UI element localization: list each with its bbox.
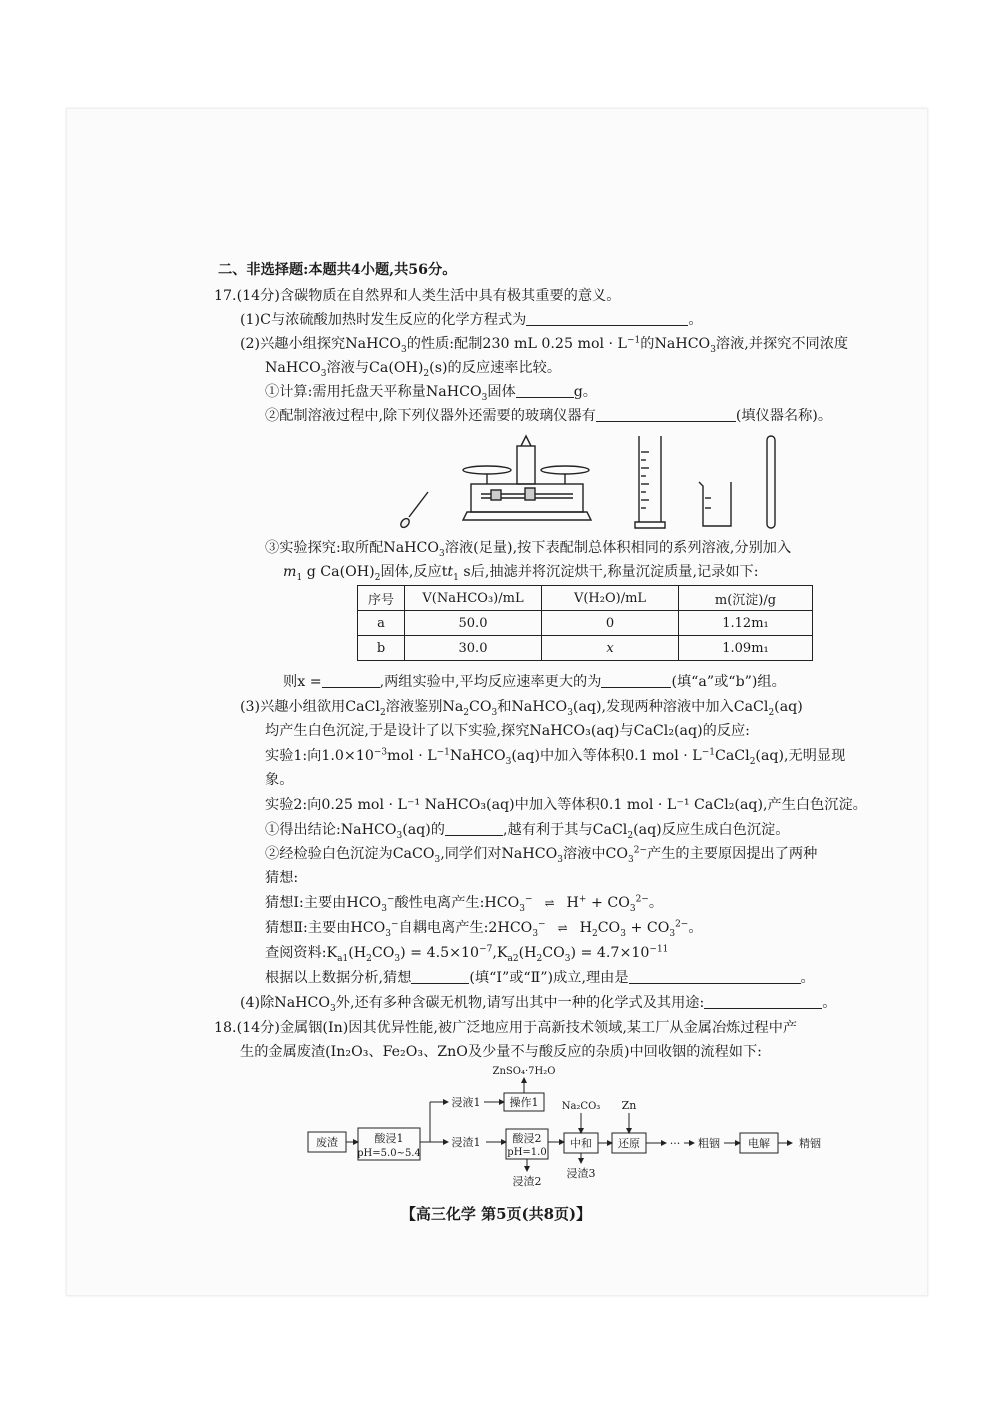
q17-part2-line1: (2)兴趣小组探究NaHCO$_3$的性质:配制230 mL 0.25 mol · $L^{-1}$的NaHCO$_3$溶液,并探究不同浓度 xyxy=(240,335,849,355)
flow-na2co3: Na₂CO₃ xyxy=(561,1101,601,1112)
q17-exp2: 实验2:向0.25 mol · L⁻¹ NaHCO₃(aq)中加入等体积0.1 mol · L⁻¹ CaCl₂(aq),产生白色沉淀。 xyxy=(265,797,867,813)
flow-op1: 操作1 xyxy=(509,1096,539,1109)
q17-exp1: 实验1:向$1.0\times 10^{-3}mol$ · $L^{-1}NaHCO_3(aq)$中加入等体积0.1 mol · $L^{-1}CaCl_2(aq)$,无明显现 xyxy=(265,747,846,767)
equilibrium-arrow-icon: ⇌ xyxy=(544,896,555,910)
table-header-row xyxy=(358,586,813,611)
apparatus-figure xyxy=(395,432,795,532)
flow-crude: 粗铟 xyxy=(698,1137,720,1150)
table-header: 序号 xyxy=(358,586,405,611)
q17-part1: (1)C与浓硫酸加热时发生反应的化学方程式为 。 xyxy=(240,312,703,328)
flow-neutralize: 中和 xyxy=(570,1137,592,1150)
graduated-cylinder-icon xyxy=(635,436,665,528)
table-header: V(H₂O)/mL xyxy=(542,586,679,611)
q17-guess2: 猜想Ⅱ:主要由$HCO_3^-$自耦电离产生$:2HCO_3^-$ ⇌ $H_2CO_3 + CO_3^{2-}$。 xyxy=(265,919,703,939)
table-row xyxy=(358,611,813,636)
balance-icon xyxy=(463,436,591,520)
q17-sub2: ②配制溶液过程中,除下列仪器外还需要的玻璃仪器有 (填仪器名称)。 xyxy=(265,408,833,424)
q17-sub3-after: 则x = ,两组实验中,平均反应速率更大的为 (填“a”或“b”)组。 xyxy=(283,674,786,690)
flow-residue2: 浸渣2 xyxy=(512,1175,542,1188)
table-cell: 1.12m₁ xyxy=(679,611,813,636)
table-cell: a xyxy=(358,611,405,636)
flow-electrolysis: 电解 xyxy=(748,1137,770,1150)
q17-part3-line2: 均产生白色沉淀,于是设计了以下实验,探究NaHCO₃(aq)与CaCl₂(aq)的反应: xyxy=(265,723,750,739)
beaker-icon xyxy=(699,482,731,526)
section-header: 二、非选择题:本题共4小题,共56分。 xyxy=(218,262,457,278)
q17-stem: 17.(14分)含碳物质在自然界和人类生活中具有极其重要的意义。 xyxy=(214,288,621,304)
q17-sub3-line1: ③实验探究:取所配NaHCO$_3$溶液(足量),按下表配制总体积相同的系列溶液,分别加入 xyxy=(265,540,792,559)
flow-znso4: ZnSO₄·7H₂O xyxy=(492,1066,556,1077)
table-row xyxy=(358,636,813,661)
q17-conclusion2: ②经检验白色沉淀为CaCO$_3$,同学们对NaHCO$_3$溶液中$CO_3^{2-}$产生的主要原因提出了两种 xyxy=(265,845,818,865)
table-header: V(NaHCO₃)/mL xyxy=(405,586,542,611)
q17-part2-line2: NaHCO$_3$溶液与$Ca(OH)_2(s)$的反应速率比较。 xyxy=(265,360,562,379)
table-cell: 50.0 xyxy=(405,611,542,636)
table-cell: 30.0 xyxy=(405,636,542,661)
q17-reference: 查阅资料$:K_{a1}(H_2CO_3) = 4.5\times 10^{-7},K_{a2}(H_2CO_3) = 4.7\times 10^{-11}$ xyxy=(265,944,669,964)
table-cell: 1.09m₁ xyxy=(679,636,813,661)
q17-analysis: 根据以上数据分析,猜想 (填“Ⅰ”或“Ⅱ”)成立,理由是 。 xyxy=(265,970,815,986)
flow-leach2: 酸浸2 xyxy=(512,1132,542,1145)
page-footer: 【高三化学 第5页(共8页)】 xyxy=(400,1205,592,1223)
flow-leach2-ph: pH=1.0 xyxy=(507,1147,547,1158)
q17-conclusion2-line2: 猜想: xyxy=(265,870,299,886)
flow-leach1-ph: pH=5.0~5.4 xyxy=(357,1148,421,1159)
flow-residue3: 浸渣3 xyxy=(566,1167,596,1180)
data-table xyxy=(357,585,813,661)
flow-reduce: 还原 xyxy=(618,1137,640,1150)
q17-sub1: ①计算:需用托盘天平称量NaHCO$_3$固体 g。 xyxy=(265,384,597,403)
q17-guess1: 猜想Ⅰ:主要由$HCO_3^-$酸性电离产生$:HCO_3^-$ ⇌ $H^+ + CO_3^{2-}$。 xyxy=(265,894,664,914)
table-cell: x xyxy=(542,636,679,661)
q18-line2: 生的金属废渣(In₂O₃、Fe₂O₃、ZnO及少量不与酸反应的杂质)中回收铟的流程如下: xyxy=(240,1044,762,1060)
flow-waste: 废渣 xyxy=(316,1136,338,1149)
glass-rod-icon xyxy=(767,436,775,528)
flow-liquid1: 浸液1 xyxy=(451,1096,481,1109)
table-header: m(沉淀)/g xyxy=(679,586,813,611)
flow-residue1: 浸渣1 xyxy=(451,1136,481,1149)
spoon-icon xyxy=(399,492,428,529)
q18-line1: 18.(14分)金属铟(In)因其优异性能,被广泛地应用于高新技术领域,某工厂从金属冶炼过程中产 xyxy=(214,1020,798,1036)
process-flowchart xyxy=(300,1063,830,1191)
q17-part4: (4)除NaHCO$_3$外,还有多种含碳无机物,请写出其中一种的化学式及其用途: 。 xyxy=(240,995,837,1014)
q17-exp1-line2: 象。 xyxy=(265,772,294,788)
q17-conclusion1: ①得出结论:NaHCO$_3$(aq)的 ,越有利于其与CaCl$_2$(aq)反应生成白色沉淀。 xyxy=(265,822,790,841)
flow-leach1: 酸浸1 xyxy=(374,1132,404,1145)
equilibrium-arrow-icon: ⇌ xyxy=(557,921,568,935)
flow-dots: ··· xyxy=(669,1137,681,1150)
q17-sub3-line2: $m_1$ g $Ca(OH)_2$固体,反应$tt_1$ s后,抽滤并将沉淀烘干,称量沉淀质量,记录如下: xyxy=(283,564,759,583)
table-cell: 0 xyxy=(542,611,679,636)
q17-part3-line1: (3)兴趣小组欲用CaCl$_2$溶液鉴别$Na_2CO_3$和NaHCO$_3$(aq),发现两种溶液中加入CaCl$_2$(aq) xyxy=(240,699,803,718)
flow-refined: 精铟 xyxy=(799,1137,821,1150)
flow-zn: Zn xyxy=(621,1099,637,1112)
table-cell: b xyxy=(358,636,405,661)
